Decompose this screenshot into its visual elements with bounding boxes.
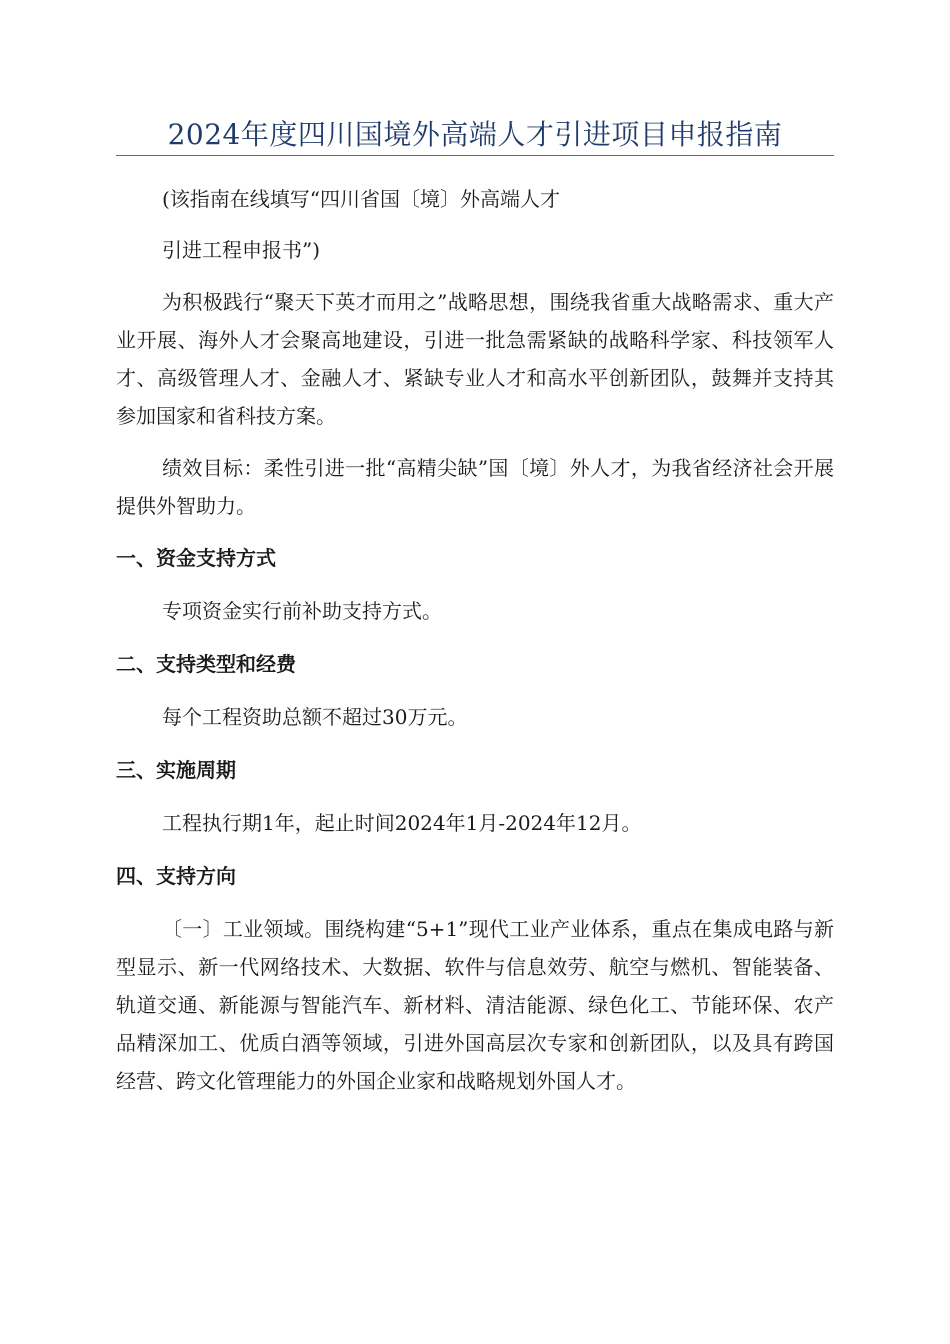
- intro-paragraph: 为积极践行“聚天下英才而用之”战略思想，围绕我省重大战略需求、重大产业开展、海外人才会聚高地建设，引进一批急需紧缺的战略科学家、科技领军人才、高级管理人才、金融人才、紧缺专业人才和高水平创新团队，鼓舞并支持其参加国家和省科技方案。: [116, 290, 834, 428]
- section-heading-period: 三、实施周期: [116, 758, 236, 782]
- note-line-1: (该指南在线填写“四川省国〔境〕外高端人才: [162, 187, 561, 211]
- note-line-2: 引进工程申报书”): [162, 238, 321, 262]
- section-body-direction: 〔一〕工业领域。围绕构建“5+1”现代工业产业体系，重点在集成电路与新型显示、新一代网络技术、大数据、软件与信息效劳、航空与燃机、智能装备、轨道交通、新能源与智能汽车、新材料、清洁能源、绿色化工、节能环保、农产品精深加工、优质白酒等领域，引进外国高层次专家和创新团队，以及具有跨国经营、跨文化管理能力的外国企业家和战略规划外国人才。: [116, 917, 834, 1093]
- section-heading-funding: 一、资金支持方式: [116, 546, 276, 570]
- section-body-type: 每个工程资助总额不超过30万元。: [162, 705, 468, 729]
- section-heading-direction: 四、支持方向: [116, 864, 236, 888]
- title-underline: [116, 155, 834, 156]
- document-title: 2024年度四川国境外高端人才引进项目申报指南: [167, 118, 783, 151]
- document-page: [116, 0, 834, 1100]
- section-heading-type: 二、支持类型和经费: [116, 652, 296, 676]
- section-body-period: 工程执行期1年，起止时间2024年1月-2024年12月。: [162, 811, 642, 835]
- goal-paragraph: 绩效目标：柔性引进一批“高精尖缺”国〔境〕外人才，为我省经济社会开展提供外智助力。: [116, 456, 834, 518]
- section-body-funding: 专项资金实行前补助支持方式。: [162, 599, 442, 623]
